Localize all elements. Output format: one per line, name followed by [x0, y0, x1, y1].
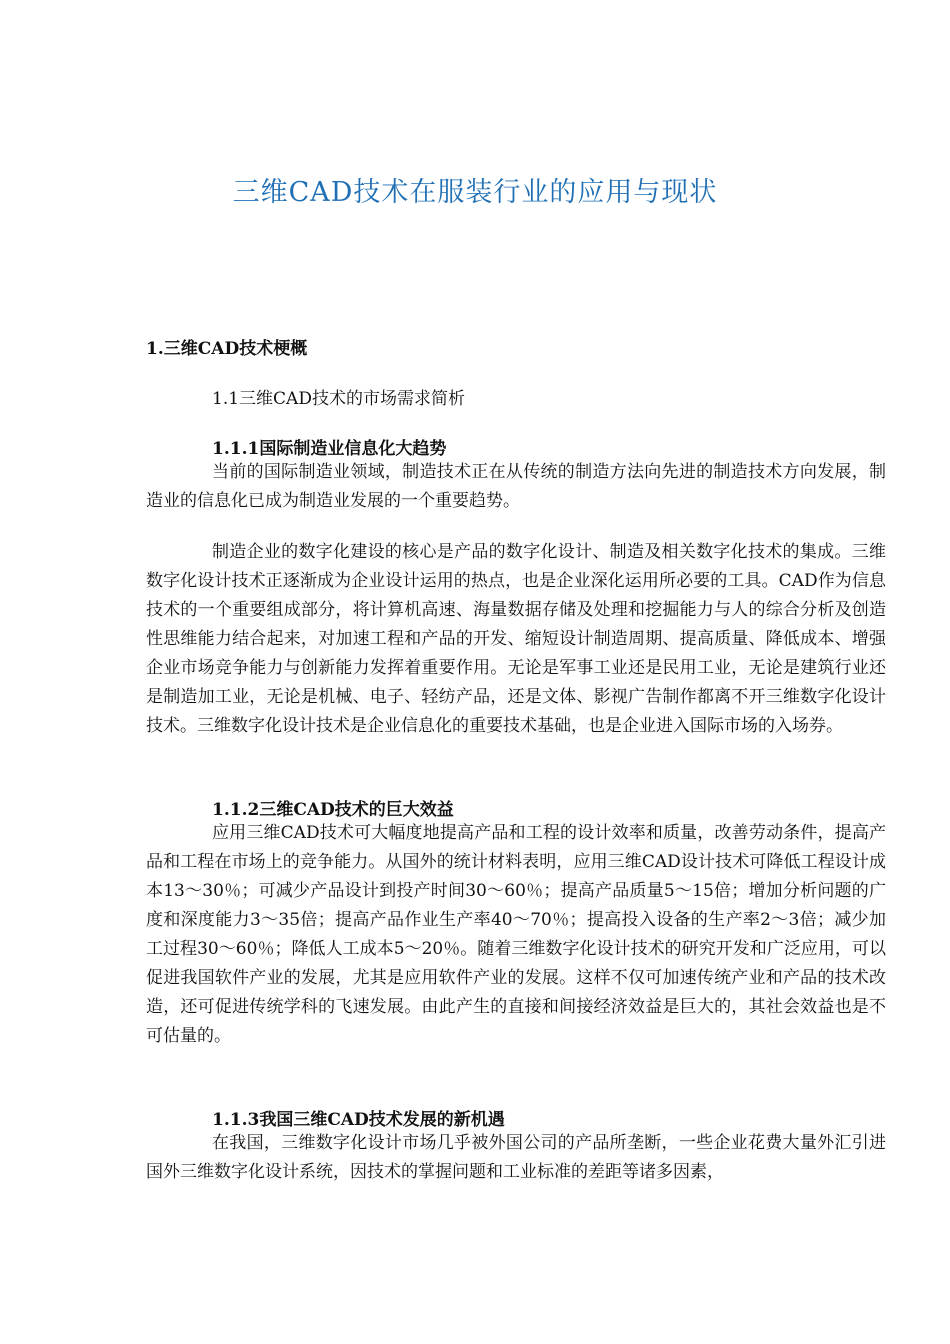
paragraph-3: 应用三维CAD技术可大幅度地提高产品和工程的设计效率和质量，改善劳动条件，提高产品和工程在市场上的竞争能力。从国外的统计材料表明，应用三维CAD设计技术可降低工程设计成本13～30％；可减少产品设计到投产时间30～60％；提高产品质量5～15倍；增加分析问题的广度和深度能力3～35倍；提高产品作业生产率40～70％；提高投入设备的生产率2～3倍；减少加工过程30～60％；降低人工成本5～20％。随着三维数字化设计技术的研究开发和广泛应用，可以促进我国软件产业的发展，尤其是应用软件产业的发展。这样不仅可加速传统产业和产品的技术改造，还可促进传统学科的飞速发展。由此产生的直接和间接经济效益是巨大的，其社会效益也是不可估量的。 [146, 823, 886, 1046]
section-heading-1-1-3: 1.1.3我国三维CAD技术发展的新机遇 [212, 1110, 505, 1130]
section-heading-1-1-1: 1.1.1国际制造业信息化大趋势 [212, 439, 447, 459]
paragraph-1: 当前的国际制造业领域，制造技术正在从传统的制造方法向先进的制造技术方向发展，制造业的信息化已成为制造业发展的一个重要趋势。 [146, 462, 886, 511]
paragraph-4: 在我国，三维数字化设计市场几乎被外国公司的产品所垄断，一些企业花费大量外汇引进国外三维数字化设计系统，因技术的掌握问题和工业标准的差距等诸多因素， [146, 1133, 886, 1182]
document-title: 三维CAD技术在服装行业的应用与现状 [232, 177, 718, 208]
paragraph-2: 制造企业的数字化建设的核心是产品的数字化设计、制造及相关数字化技术的集成。三维数字化设计技术正逐渐成为企业设计运用的热点，也是企业深化运用所必要的工具。CAD作为信息技术的一个重要组成部分，将计算机高速、海量数据存储及处理和挖掘能力与人的综合分析及创造性思维能力结合起来，对加速工程和产品的开发、缩短设计制造周期、提高质量、降低成本、增强企业市场竞争能力与创新能力发挥着重要作用。无论是军事工业还是民用工业，无论是建筑行业还是制造加工业，无论是机械、电子、轻纺产品，还是文体、影视广告制作都离不开三维数字化设计技术。三维数字化设计技术是企业信息化的重要技术基础，也是企业进入国际市场的入场券。 [146, 542, 886, 736]
section-heading-1-1-2: 1.1.2三维CAD技术的巨大效益 [212, 800, 454, 820]
section-heading-1-1: 1.1三维CAD技术的市场需求简析 [212, 389, 465, 409]
section-heading-1: 1.三维CAD技术梗概 [146, 339, 308, 359]
